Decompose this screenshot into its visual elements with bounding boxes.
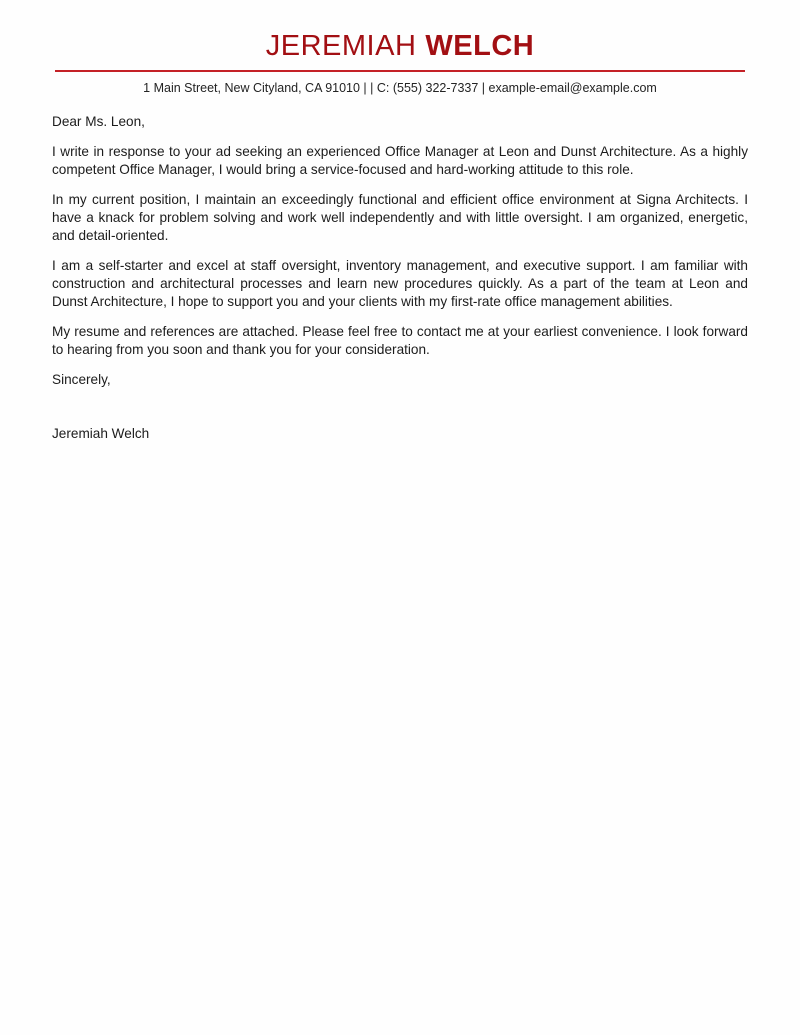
signature-name: Jeremiah Welch [52, 426, 150, 441]
header-divider [55, 70, 745, 72]
contact-info: 1 Main Street, New Cityland, CA 91010 | | C: (555) 322-7337 | example-email@example.com [143, 81, 657, 95]
letter-header [0, 0, 800, 96]
paragraph-2: In my current position, I maintain an exceedingly functional and efficient office environment at Signa Architects. I have a knack for problem solving and work well independently and with little oversight. I am organized, energetic, and detail-oriented. [52, 192, 748, 243]
closing: Sincerely, [52, 372, 111, 387]
greeting: Dear Ms. Leon, [52, 114, 145, 129]
page-title [0, 30, 800, 62]
paragraph-3: I am a self-starter and excel at staff oversight, inventory management, and executive support. I am familiar with construction and architectural processes and learn new procedures quickly. As a part of the team at Leon and Dunst Architecture, I hope to support you and your clients with my first-rate office management abilities. [52, 258, 748, 309]
last-name: WELCH [425, 30, 535, 62]
paragraph-1: I write in response to your ad seeking an experienced Office Manager at Leon and Dunst Architecture. As a highly competent Office Manager, I would bring a service-focused and hard-working attitude to this role. [52, 144, 748, 177]
letter-body [52, 113, 748, 443]
first-name: JEREMIAH [265, 30, 417, 62]
paragraph-4: My resume and references are attached. Please feel free to contact me at your earliest convenience. I look forward to hearing from you soon and thank you for your consideration. [52, 324, 748, 357]
